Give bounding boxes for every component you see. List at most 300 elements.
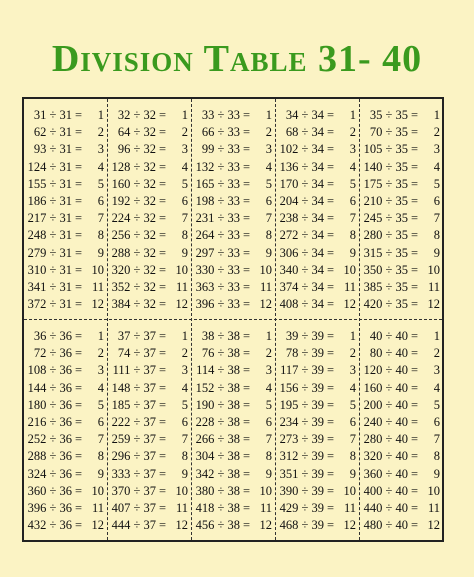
equals-sign: = <box>74 466 82 481</box>
division-row <box>360 414 444 431</box>
quotient: 5 <box>181 397 188 412</box>
quotient: 8 <box>349 228 356 243</box>
equals-sign: = <box>74 159 82 174</box>
division-expression: 80 ÷ 40 <box>369 346 408 361</box>
quotient: 6 <box>349 415 356 429</box>
equals-sign: = <box>242 415 250 429</box>
quotient: 12 <box>175 518 188 533</box>
division-expression: 72 ÷ 36 <box>33 346 72 361</box>
division-row <box>360 210 444 227</box>
division-expression: 136 ÷ 34 <box>279 159 324 174</box>
division-expression: 99 ÷ 33 <box>201 142 240 157</box>
division-expression: 37 ÷ 37 <box>117 329 156 343</box>
quotient: 10 <box>259 483 272 498</box>
division-expression: 34 ÷ 34 <box>285 108 324 122</box>
division-row <box>108 124 192 141</box>
division-expression: 372 ÷ 31 <box>27 297 72 312</box>
division-row <box>276 262 360 279</box>
quotient: 5 <box>97 176 104 191</box>
division-row <box>108 431 192 448</box>
division-expression: 418 ÷ 38 <box>195 501 240 515</box>
division-expression: 245 ÷ 35 <box>363 211 408 226</box>
division-row <box>276 345 360 362</box>
equals-sign: = <box>326 159 334 174</box>
division-expression: 240 ÷ 40 <box>363 415 408 429</box>
equals-sign: = <box>242 363 250 378</box>
division-expression: 396 ÷ 33 <box>195 297 240 312</box>
division-expression: 216 ÷ 36 <box>27 415 72 429</box>
equals-sign: = <box>242 329 250 343</box>
division-row <box>24 176 108 193</box>
quotient: 8 <box>349 449 356 464</box>
quotient: 1 <box>349 329 356 343</box>
equals-sign: = <box>158 194 166 208</box>
equals-sign: = <box>242 125 250 140</box>
division-expression: 93 ÷ 31 <box>33 142 72 157</box>
division-expression: 370 ÷ 37 <box>111 483 156 498</box>
division-expression: 266 ÷ 38 <box>195 432 240 447</box>
division-row <box>24 227 108 244</box>
division-expression: 128 ÷ 32 <box>111 159 156 174</box>
division-row <box>360 124 444 141</box>
equals-sign: = <box>242 262 250 277</box>
quotient: 7 <box>181 211 188 226</box>
quotient: 8 <box>97 228 104 243</box>
division-row <box>24 466 108 483</box>
division-row <box>276 517 360 534</box>
quotient: 1 <box>97 329 104 343</box>
quotient: 4 <box>265 159 272 174</box>
division-row <box>108 159 192 176</box>
quotient: 12 <box>259 297 272 312</box>
quotient: 9 <box>349 245 356 260</box>
equals-sign: = <box>326 211 334 226</box>
division-block-34 <box>276 107 360 317</box>
equals-sign: = <box>242 466 250 481</box>
equals-sign: = <box>158 380 166 395</box>
equals-sign: = <box>410 159 418 174</box>
division-expression: 333 ÷ 37 <box>111 466 156 481</box>
quotient: 8 <box>181 449 188 464</box>
division-expression: 38 ÷ 38 <box>201 329 240 343</box>
division-row <box>108 414 192 431</box>
division-expression: 170 ÷ 34 <box>279 176 324 191</box>
equals-sign: = <box>158 245 166 260</box>
division-row <box>192 466 276 483</box>
division-row <box>276 176 360 193</box>
equals-sign: = <box>74 415 82 429</box>
equals-sign: = <box>74 108 82 122</box>
division-row <box>192 380 276 397</box>
equals-sign: = <box>158 228 166 243</box>
division-block-36 <box>24 328 108 538</box>
division-expression: 280 ÷ 35 <box>363 228 408 243</box>
equals-sign: = <box>158 466 166 481</box>
division-expression: 360 ÷ 40 <box>363 466 408 481</box>
division-expression: 66 ÷ 33 <box>201 125 240 140</box>
division-row <box>108 500 192 517</box>
division-row <box>108 107 192 124</box>
division-row <box>276 159 360 176</box>
division-expression: 224 ÷ 32 <box>111 211 156 226</box>
division-row <box>108 176 192 193</box>
quotient: 3 <box>433 363 440 378</box>
equals-sign: = <box>410 501 418 515</box>
quotient: 6 <box>349 194 356 208</box>
quotient: 7 <box>349 432 356 447</box>
division-expression: 160 ÷ 32 <box>111 176 156 191</box>
quotient: 12 <box>91 297 104 312</box>
quotient: 5 <box>349 176 356 191</box>
equals-sign: = <box>158 142 166 157</box>
division-expression: 111 ÷ 37 <box>112 363 156 378</box>
division-row <box>108 328 192 345</box>
division-row <box>108 210 192 227</box>
division-expression: 400 ÷ 40 <box>363 483 408 498</box>
division-row <box>192 193 276 210</box>
division-row <box>192 362 276 379</box>
division-row <box>108 345 192 362</box>
quotient: 9 <box>97 466 104 481</box>
division-expression: 408 ÷ 34 <box>279 297 324 312</box>
division-expression: 204 ÷ 34 <box>279 194 324 208</box>
division-expression: 64 ÷ 32 <box>117 125 156 140</box>
quotient: 9 <box>265 245 272 260</box>
division-expression: 160 ÷ 40 <box>363 380 408 395</box>
quotient: 3 <box>97 363 104 378</box>
quotient: 1 <box>349 108 356 122</box>
division-block-33 <box>192 107 276 317</box>
division-expression: 198 ÷ 33 <box>195 194 240 208</box>
equals-sign: = <box>410 329 418 343</box>
quotient: 6 <box>433 415 440 429</box>
division-expression: 280 ÷ 40 <box>363 432 408 447</box>
division-expression: 195 ÷ 39 <box>279 397 324 412</box>
division-row <box>24 141 108 158</box>
division-row <box>360 431 444 448</box>
quotient: 1 <box>265 108 272 122</box>
division-expression: 70 ÷ 35 <box>369 125 408 140</box>
quotient: 7 <box>97 211 104 226</box>
division-row <box>24 483 108 500</box>
division-expression: 217 ÷ 31 <box>27 211 72 226</box>
quotient: 6 <box>97 415 104 429</box>
division-row <box>24 159 108 176</box>
division-row <box>360 345 444 362</box>
division-row <box>192 107 276 124</box>
division-row <box>192 141 276 158</box>
quotient: 6 <box>181 415 188 429</box>
division-row <box>192 483 276 500</box>
division-row <box>276 483 360 500</box>
quotient: 7 <box>349 211 356 226</box>
division-row <box>276 431 360 448</box>
division-row <box>360 141 444 158</box>
division-expression: 342 ÷ 38 <box>195 466 240 481</box>
division-row <box>108 466 192 483</box>
division-row <box>24 107 108 124</box>
equals-sign: = <box>410 211 418 226</box>
division-expression: 124 ÷ 31 <box>27 159 72 174</box>
equals-sign: = <box>158 432 166 447</box>
division-expression: 155 ÷ 31 <box>27 176 72 191</box>
equals-sign: = <box>158 262 166 277</box>
division-expression: 440 ÷ 40 <box>363 501 408 515</box>
division-expression: 407 ÷ 37 <box>111 501 156 515</box>
equals-sign: = <box>74 297 82 312</box>
division-row <box>360 262 444 279</box>
division-row <box>108 141 192 158</box>
equals-sign: = <box>242 346 250 361</box>
division-expression: 40 ÷ 40 <box>369 329 408 343</box>
quotient: 12 <box>343 518 356 533</box>
quotient: 3 <box>265 142 272 157</box>
division-expression: 288 ÷ 32 <box>111 245 156 260</box>
division-row <box>276 193 360 210</box>
division-block-32 <box>108 107 192 317</box>
division-row <box>24 124 108 141</box>
division-row <box>192 124 276 141</box>
division-row <box>360 245 444 262</box>
division-row <box>360 159 444 176</box>
division-row <box>24 431 108 448</box>
equals-sign: = <box>326 432 334 447</box>
equals-sign: = <box>74 211 82 226</box>
division-row <box>276 279 360 296</box>
quotient: 7 <box>433 211 440 226</box>
division-row <box>108 380 192 397</box>
quotient: 1 <box>181 108 188 122</box>
equals-sign: = <box>410 194 418 208</box>
equals-sign: = <box>242 159 250 174</box>
equals-sign: = <box>74 346 82 361</box>
equals-sign: = <box>242 176 250 191</box>
division-expression: 31 ÷ 31 <box>33 108 72 122</box>
equals-sign: = <box>74 363 82 378</box>
equals-sign: = <box>242 280 250 294</box>
division-row <box>24 414 108 431</box>
division-expression: 156 ÷ 39 <box>279 380 324 395</box>
division-row <box>360 279 444 296</box>
division-row <box>192 500 276 517</box>
division-expression: 259 ÷ 37 <box>111 432 156 447</box>
division-row <box>108 227 192 244</box>
division-row <box>192 414 276 431</box>
division-expression: 264 ÷ 33 <box>195 228 240 243</box>
equals-sign: = <box>158 329 166 343</box>
equals-sign: = <box>74 380 82 395</box>
division-row <box>108 262 192 279</box>
division-expression: 120 ÷ 40 <box>363 363 408 378</box>
equals-sign: = <box>410 432 418 447</box>
division-expression: 273 ÷ 39 <box>279 432 324 447</box>
quotient: 2 <box>265 346 272 361</box>
division-row <box>360 328 444 345</box>
division-row <box>276 245 360 262</box>
quotient: 3 <box>433 142 440 157</box>
equals-sign: = <box>326 380 334 395</box>
equals-sign: = <box>74 280 82 294</box>
division-expression: 76 ÷ 38 <box>201 346 240 361</box>
quotient: 8 <box>97 449 104 464</box>
equals-sign: = <box>410 346 418 361</box>
equals-sign: = <box>410 176 418 191</box>
quotient: 6 <box>97 194 104 208</box>
equals-sign: = <box>410 483 418 498</box>
equals-sign: = <box>242 108 250 122</box>
division-row <box>276 124 360 141</box>
equals-sign: = <box>326 483 334 498</box>
equals-sign: = <box>326 449 334 464</box>
quotient: 11 <box>259 501 272 515</box>
quotient: 3 <box>349 142 356 157</box>
division-row <box>24 210 108 227</box>
division-row <box>276 227 360 244</box>
quotient: 10 <box>91 262 104 277</box>
quotient: 2 <box>433 125 440 140</box>
division-expression: 384 ÷ 32 <box>111 297 156 312</box>
division-expression: 68 ÷ 34 <box>285 125 324 140</box>
equals-sign: = <box>158 108 166 122</box>
division-expression: 102 ÷ 34 <box>279 142 324 157</box>
equals-sign: = <box>326 415 334 429</box>
division-expression: 350 ÷ 35 <box>363 262 408 277</box>
division-row <box>192 227 276 244</box>
division-expression: 190 ÷ 38 <box>195 397 240 412</box>
quotient: 2 <box>181 125 188 140</box>
quotient: 4 <box>181 380 188 395</box>
equals-sign: = <box>74 245 82 260</box>
quotient: 11 <box>427 501 440 515</box>
division-row <box>192 176 276 193</box>
equals-sign: = <box>158 415 166 429</box>
division-expression: 340 ÷ 34 <box>279 262 324 277</box>
quotient: 5 <box>97 397 104 412</box>
division-row <box>24 345 108 362</box>
division-block-40 <box>360 328 444 538</box>
division-row <box>360 176 444 193</box>
division-row <box>108 448 192 465</box>
quotient: 4 <box>97 159 104 174</box>
division-expression: 148 ÷ 37 <box>111 380 156 395</box>
equals-sign: = <box>242 194 250 208</box>
division-row <box>360 517 444 534</box>
division-expression: 330 ÷ 33 <box>195 262 240 277</box>
division-expression: 144 ÷ 36 <box>27 380 72 395</box>
equals-sign: = <box>410 108 418 122</box>
division-expression: 36 ÷ 36 <box>33 329 72 343</box>
division-expression: 315 ÷ 35 <box>363 245 408 260</box>
equals-sign: = <box>326 501 334 515</box>
division-row <box>24 397 108 414</box>
quotient: 6 <box>181 194 188 208</box>
quotient: 4 <box>181 159 188 174</box>
division-expression: 105 ÷ 35 <box>363 142 408 157</box>
equals-sign: = <box>410 280 418 294</box>
quotient: 10 <box>175 262 188 277</box>
equals-sign: = <box>158 211 166 226</box>
equals-sign: = <box>410 415 418 429</box>
quotient: 12 <box>427 297 440 312</box>
division-expression: 390 ÷ 39 <box>279 483 324 498</box>
division-row <box>276 362 360 379</box>
quotient: 10 <box>259 262 272 277</box>
division-expression: 74 ÷ 37 <box>117 346 156 361</box>
equals-sign: = <box>410 262 418 277</box>
quotient: 7 <box>265 432 272 447</box>
division-row <box>360 296 444 313</box>
division-expression: 480 ÷ 40 <box>363 518 408 533</box>
division-row <box>192 159 276 176</box>
division-expression: 62 ÷ 31 <box>33 125 72 140</box>
division-block-35 <box>360 107 444 317</box>
division-expression: 152 ÷ 38 <box>195 380 240 395</box>
division-row <box>360 483 444 500</box>
division-expression: 231 ÷ 33 <box>195 211 240 226</box>
quotient: 9 <box>349 466 356 481</box>
quotient: 9 <box>265 466 272 481</box>
division-expression: 96 ÷ 32 <box>117 142 156 157</box>
quotient: 3 <box>181 363 188 378</box>
equals-sign: = <box>326 228 334 243</box>
equals-sign: = <box>158 125 166 140</box>
equals-sign: = <box>242 449 250 464</box>
quotient: 6 <box>265 194 272 208</box>
equals-sign: = <box>242 297 250 312</box>
equals-sign: = <box>326 142 334 157</box>
equals-sign: = <box>74 483 82 498</box>
division-expression: 320 ÷ 32 <box>111 262 156 277</box>
quotient: 12 <box>91 518 104 533</box>
quotient: 6 <box>433 194 440 208</box>
division-row <box>108 193 192 210</box>
division-expression: 222 ÷ 37 <box>111 415 156 429</box>
division-expression: 192 ÷ 32 <box>111 194 156 208</box>
equals-sign: = <box>74 329 82 343</box>
division-row <box>276 397 360 414</box>
division-row <box>24 296 108 313</box>
quotient: 11 <box>343 501 356 515</box>
division-expression: 279 ÷ 31 <box>27 245 72 260</box>
equals-sign: = <box>410 142 418 157</box>
quotient: 1 <box>433 108 440 122</box>
equals-sign: = <box>410 449 418 464</box>
page-title: Division Table 31- 40 <box>51 38 423 80</box>
equals-sign: = <box>242 501 250 515</box>
division-expression: 396 ÷ 36 <box>27 501 72 515</box>
division-expression: 324 ÷ 36 <box>27 466 72 481</box>
equals-sign: = <box>158 346 166 361</box>
division-expression: 228 ÷ 38 <box>195 415 240 429</box>
quotient: 7 <box>97 432 104 447</box>
quotient: 2 <box>349 346 356 361</box>
division-expression: 432 ÷ 36 <box>27 518 72 533</box>
quotient: 2 <box>349 125 356 140</box>
division-row <box>24 328 108 345</box>
division-row <box>192 517 276 534</box>
division-row <box>276 380 360 397</box>
quotient: 5 <box>349 397 356 412</box>
division-expression: 360 ÷ 36 <box>27 483 72 498</box>
division-row <box>360 500 444 517</box>
division-expression: 297 ÷ 33 <box>195 245 240 260</box>
equals-sign: = <box>326 108 334 122</box>
equals-sign: = <box>242 142 250 157</box>
equals-sign: = <box>326 363 334 378</box>
division-row <box>24 262 108 279</box>
equals-sign: = <box>326 329 334 343</box>
division-expression: 310 ÷ 31 <box>27 262 72 277</box>
